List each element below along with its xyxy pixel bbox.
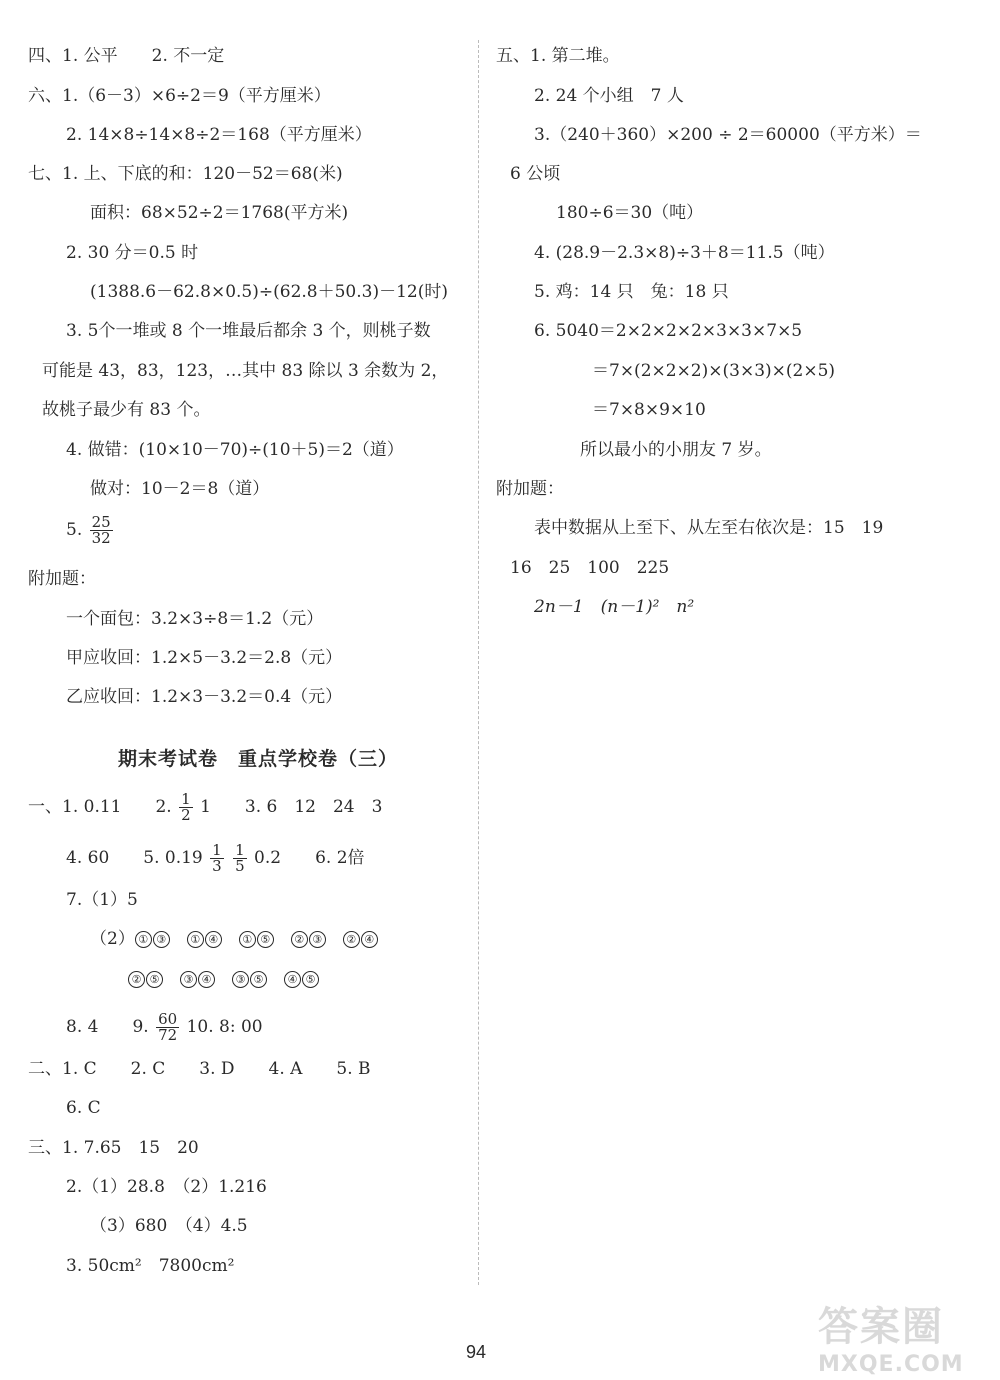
answer-5-4: 4. (28.9－2.3×8)÷3＋8＝11.5（吨） [534,243,835,263]
answer-5-3: 3.（240＋360）×200 ÷ 2＝60000（平方米）＝ [534,125,922,145]
part-2-line2: 6. C [66,1098,101,1118]
answer-7-1: 七、1. 上、下底的和：120－52＝68(米) [28,164,343,184]
fraction: $\frac{1}{5}$ [235,841,245,875]
part-1-7-2-row1: （2） ① ③ ① ④ ① ⑤ ② ③ ② ④ [90,928,395,950]
fraction: $\frac{1}{2}$ [181,790,191,824]
circled-pair [180,969,216,989]
bonus-table-line2: 16 25 100 225 [510,558,670,578]
page-number: 94 [466,1342,487,1362]
circled-number: ② [128,971,145,988]
answer-4: 四、1. 公平 2. 不一定 [28,46,225,66]
circled-number: ⑤ [146,971,163,988]
answer-5-6: 6. 5040＝2×2×2×2×3×3×7×5 [534,321,803,341]
answer-7-5: 5. $\frac{25}{32}$ [66,513,111,547]
circled-number: ② [291,931,308,948]
circled-number: ④ [284,971,301,988]
answer-7-3-line3: 故桃子最少有 83 个。 [42,400,211,420]
answer-5-6-step3: ＝7×8×9×10 [592,400,706,420]
answer-6-2: 2. 14×8÷14×8÷2＝168（平方厘米） [66,125,372,145]
circled-number: ③ [232,971,249,988]
answer-6-1: 六、1.（6－3）×6÷2＝9（平方厘米） [28,86,331,106]
part-2-line1: 二、1. C 2. C 3. D 4. A 5. B [28,1059,371,1079]
section-heading: 期末考试卷 重点学校卷（三） [118,748,399,770]
circled-number: ③ [309,931,326,948]
part-1-line-8: 8. 4 9. $\frac{60}{72}$ 10. 8: 00 [66,1010,263,1044]
answer-5-2: 2. 24 个小组 7 人 [534,86,684,106]
bonus-table-line1: 表中数据从上至下、从左至右依次是：15 19 [534,518,884,538]
part-1-7-1: 7.（1）5 [66,890,138,910]
watermark-logo: 答案圈 MXQE.COM [818,1304,964,1377]
circled-number: ② [343,931,360,948]
circled-number: ④ [205,931,222,948]
part-1-line2: 4. 60 5. 0.19 $\frac{1}{3}$ $\frac{1}{5}$ 0.2 6. 2倍 [66,841,365,875]
bonus-bread: 一个面包：3.2×3÷8＝1.2（元） [66,609,324,629]
circled-number: ③ [180,971,197,988]
circled-pair [239,929,275,949]
fraction: $\frac{25}{32}$ [91,513,111,547]
circled-number: ③ [153,931,170,948]
bonus-jia: 甲应收回：1.2×5－3.2＝2.8（元） [66,648,343,668]
circled-number: ① [135,931,152,948]
answer-5-5: 5. 鸡：14 只 兔：18 只 [534,282,729,302]
circled-pair [187,929,223,949]
circled-pair [291,929,327,949]
part-3-line3: （3）680 （4）4.5 [90,1216,248,1236]
answer-5-6-step2: ＝7×(2×2×2)×(3×3)×(2×5) [592,361,836,381]
fraction: $\frac{1}{3}$ [212,841,222,875]
bonus-formulas: 2n－1 (n－1)² n² [534,597,695,617]
circled-pair [232,969,268,989]
answer-7-4-right: 做对：10－2＝8（道） [90,479,270,499]
circled-number: ④ [198,971,215,988]
circled-number: ④ [361,931,378,948]
answer-5-1: 五、1. 第二堆。 [496,46,620,66]
circled-pair [128,969,164,989]
answer-7-3-line2: 可能是 43，83，123，…其中 83 除以 3 余数为 2， [42,361,449,381]
part-1-line1: 一、1. 0.11 2. $\frac{1}{2}$ 1 3. 6 12 24 3 [28,790,383,824]
circled-pair [135,929,171,949]
answer-5-3-cont: 6 公顷 [510,164,561,184]
answer-7-1-area: 面积：68×52÷2＝1768(平方米) [90,203,349,223]
answer-5-3-tons: 180÷6＝30（吨） [556,203,704,223]
part-3-line2: 2.（1）28.8 （2）1.216 [66,1177,267,1197]
bonus-yi: 乙应收回：1.2×3－3.2＝0.4（元） [66,687,343,707]
circled-pair [284,969,320,989]
answer-7-2: 2. 30 分＝0.5 时 [66,243,199,263]
part-3-line4: 3. 50cm² 7800cm² [66,1256,235,1276]
part-3-line1: 三、1. 7.65 15 20 [28,1138,199,1158]
circled-number: ① [239,931,256,948]
circled-number: ⑤ [257,931,274,948]
answer-7-4-wrong: 4. 做错：(10×10－70)÷(10＋5)＝2（道） [66,440,404,460]
circled-pair [343,929,379,949]
circled-number: ① [187,931,204,948]
part-1-7-2-row2 [128,968,336,990]
bonus-heading-right: 附加题： [496,479,564,499]
fraction: $\frac{60}{72}$ [158,1010,178,1044]
bonus-heading-left: 附加题： [28,569,96,589]
answer-7-2-formula: (1388.6－62.8×0.5)÷(62.8＋50.3)－12(时) [90,282,448,302]
answer-7-3-line1: 3. 5个一堆或 8 个一堆最后都余 3 个，则桃子数 [66,321,431,341]
answer-5-6-conclusion: 所以最小的小朋友 7 岁。 [580,440,772,460]
circled-number: ⑤ [250,971,267,988]
circled-number: ⑤ [302,971,319,988]
column-divider [478,40,479,1285]
